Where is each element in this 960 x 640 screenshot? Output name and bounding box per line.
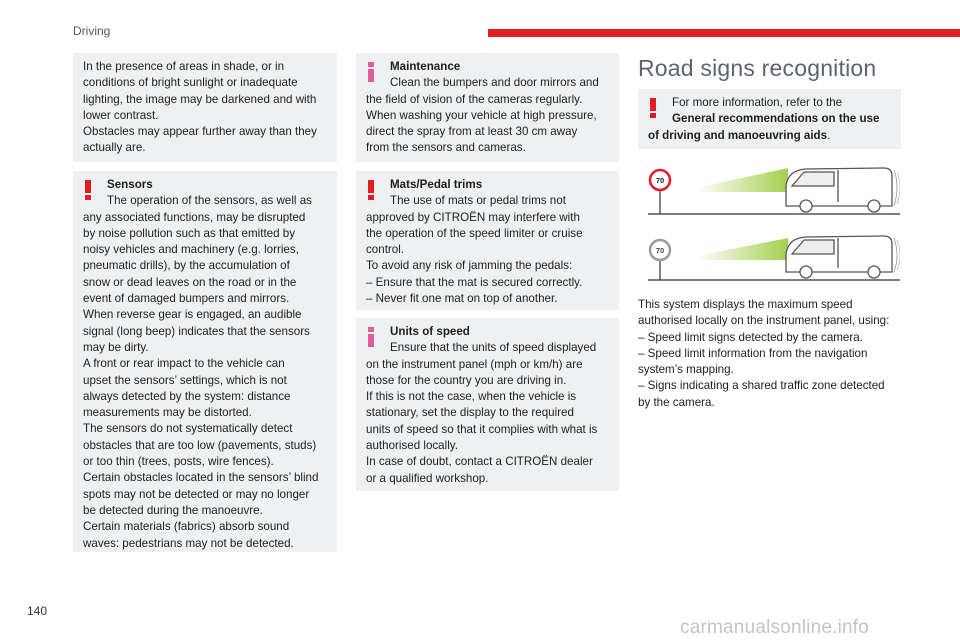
description-line: This system displays the maximum speed [638,298,853,311]
units-lead: Ensure that the units of speed displayed [390,341,597,355]
more-info-end: . [827,128,831,142]
road-sign-illustration-inactive [638,230,900,290]
sensor-arcs [894,170,897,206]
sensors-line: event of damaged bumpers and mirrors. [83,292,290,306]
description-line: authorised locally on the instrument panel, using: [638,314,890,328]
description-line: – Speed limit information from the navigation [638,346,868,360]
road-sign-illustration-active [638,162,900,222]
mats-line: – Ensure that the mat is secured correctly. [366,275,583,289]
sensors-line: always detected by the system: distance [83,389,291,403]
more-info-link-2: of driving and manoeuvring aids [648,128,828,142]
header-accent-bar [488,29,960,37]
units-info-box [356,318,619,491]
mats-line: the operation of the speed limiter or cruise [366,226,583,240]
mats-title: Mats/Pedal trims [390,178,483,191]
description-line: – Speed limit signs detected by the camera. [638,330,863,344]
warning-exclamation-icon [81,180,95,200]
sensors-title: Sensors [107,178,153,191]
shade-line: actually are. [83,141,146,155]
mats-warning-box [356,171,619,310]
maintenance-lead: Clean the bumpers and door mirrors and [390,76,599,90]
maintenance-title: Maintenance [390,60,461,73]
mats-line: control. [366,243,405,257]
sensors-line: obstacles that are too low (pavements, studs) [83,438,317,452]
more-info-lead: For more information, refer to the [672,96,843,109]
sensors-warning-box [73,171,337,552]
system-description [638,297,908,411]
warning-exclamation-icon [364,180,378,200]
camera-beam [696,238,788,260]
sensors-line: Certain obstacles located in the sensors’ blind [83,471,319,485]
sensors-line: Certain materials (fabrics) absorb sound [83,520,290,534]
units-line: units of speed so that it complies with what is [366,422,598,436]
units-line: or a qualified workshop. [366,471,489,485]
info-i-icon [364,327,378,347]
section-title: Driving [73,24,111,38]
more-info-warning-box [638,89,901,149]
shade-line: lower contrast. [83,108,159,122]
sensors-line: noisy vehicles and machinery (e.g. lorries, [83,243,299,257]
sensors-line: be detected during the manoeuvre. [83,503,263,517]
speed-sign-value: 70 [655,246,665,255]
sensors-line: signal (long beep) indicates that the sensors [83,324,310,338]
description-line: – Signs indicating a shared traffic zone detected [638,379,885,393]
maintenance-info-box [356,53,619,162]
sensors-line: or too thin (trees, posts, wire fences). [83,455,274,469]
sensors-line: When reverse gear is engaged, an audible [83,308,302,322]
maintenance-line: from the sensors and cameras. [366,141,526,155]
units-line: authorised locally. [366,439,458,453]
mats-line: approved by CITROËN may interfere with [366,210,580,224]
sensors-line: measurements may be distorted. [83,406,252,420]
shade-line: Obstacles may appear further away than they [83,125,317,139]
shade-line: In the presence of areas in shade, or in [83,60,285,73]
mats-line: – Never fit one mat on top of another. [366,292,558,306]
sensors-line: snow or dead leaves on the road or in the [83,275,297,289]
description-line: system’s mapping. [638,363,734,377]
mats-line: To avoid any risk of jamming the pedals: [366,259,573,273]
maintenance-line: the field of vision of the cameras regularly. [366,92,583,106]
shade-line: conditions of bright sunlight or inadequate [83,76,298,90]
vehicle-icon [786,236,892,278]
units-line: on the instrument panel (mph or km/h) are [366,357,583,371]
shade-note-box [73,53,337,162]
warning-exclamation-icon [646,98,660,118]
units-line: those for the country you are driving in. [366,373,567,387]
watermark: carmanualsonline.info [680,617,870,638]
units-line: In case of doubt, contact a CITROËN dealer [366,455,593,469]
page-number: 140 [27,604,48,618]
camera-beam [696,168,788,192]
shade-line: lighting, the image may be darkened and with [83,92,317,106]
sensors-line: may be dirty. [83,340,149,354]
sensors-line: pneumatic drills), by the accumulation of [83,259,290,273]
sensors-line: upset the sensors’ settings, which is not [83,373,287,387]
sensors-line: spots may not be detected or may no longer [83,487,310,501]
units-title: Units of speed [390,325,470,338]
description-line: by the camera. [638,395,715,409]
vehicle-icon [786,168,892,212]
maintenance-line: direct the spray from at least 30 cm away [366,125,578,139]
sensors-line: waves: pedestrians may not be detected. [83,536,294,550]
units-line: stationary, set the display to the required [366,406,574,420]
main-title: Road signs recognition [638,55,877,81]
sensors-line: The sensors do not systematically detect [83,422,293,436]
info-i-icon [364,62,378,82]
more-info-link-1: General recommendations on the use [672,112,880,126]
units-line: If this is not the case, when the vehicle is [366,390,577,404]
sensors-lead: The operation of the sensors, as well as [107,194,312,208]
sensors-line: by noise pollution such as that emitted by [83,226,296,240]
sensors-line: any associated functions, may be disrupted [83,210,306,224]
maintenance-line: When washing your vehicle at high pressure, [366,108,597,122]
sensors-line: A front or rear impact to the vehicle can [83,357,285,371]
speed-sign-value: 70 [655,176,665,185]
sensor-arcs [894,238,897,272]
mats-lead: The use of mats or pedal trims not [390,194,566,208]
